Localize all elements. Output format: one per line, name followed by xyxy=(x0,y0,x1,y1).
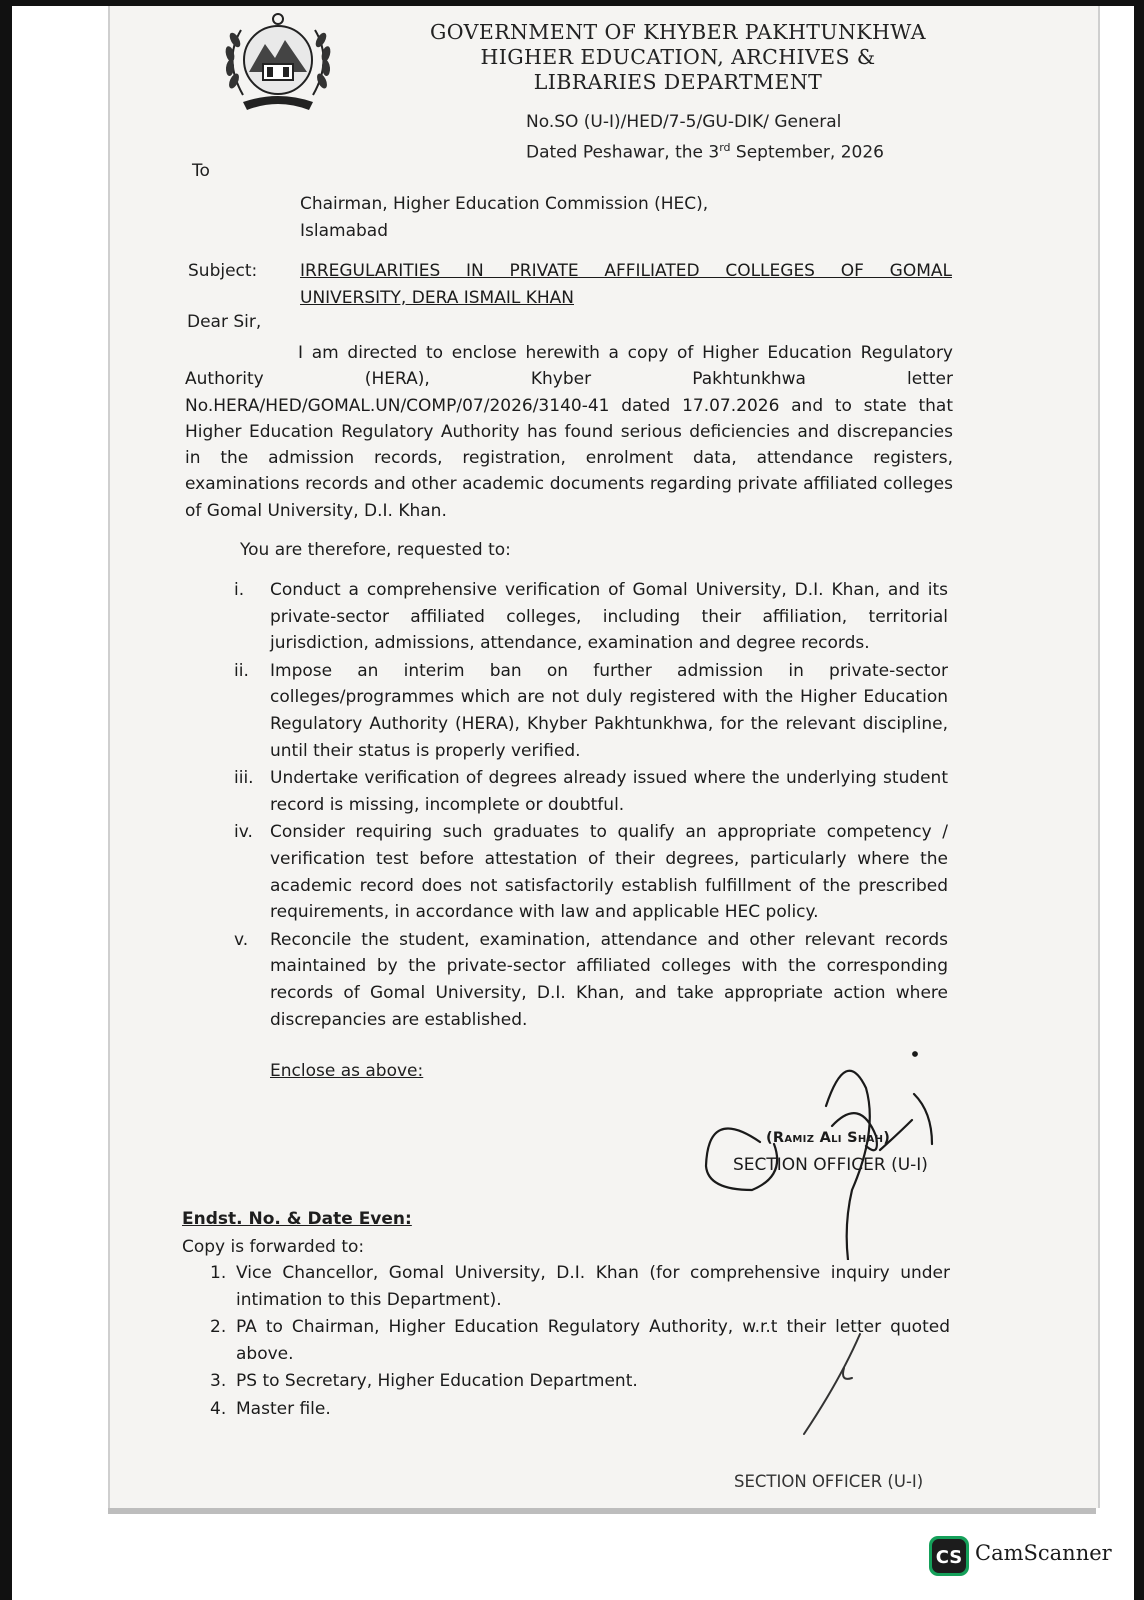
letterhead-line-3: LIBRARIES DEPARTMENT xyxy=(533,70,823,94)
to-label: To xyxy=(192,161,210,181)
endorsement-heading: Endst. No. & Date Even: xyxy=(182,1209,412,1229)
list-text: Undertake verification of degrees already issued where the underlying student record is missing, incomplete or doubtful. xyxy=(270,768,948,815)
subject-line-2: UNIVERSITY, DERA ISMAIL KHAN xyxy=(300,287,574,308)
reference-date xyxy=(526,135,884,166)
signatory-name: (Ramiz Ali Shah) xyxy=(766,1130,891,1146)
list-number: iv. xyxy=(234,822,253,843)
reference-number: No.SO (U-I)/HED/7-5/GU-DIK/ General xyxy=(526,112,842,132)
addressee-line-2: Islamabad xyxy=(300,220,388,241)
list-number: 1. xyxy=(210,1263,227,1283)
initials-signature xyxy=(800,1330,880,1440)
date-prefix: Dated Peshawar, the 3 xyxy=(526,142,720,163)
list-number: 2. xyxy=(210,1317,227,1337)
list-number: 3. xyxy=(210,1371,227,1391)
enclosure-note: Enclose as above: xyxy=(270,1061,424,1081)
camscanner-logo-text: CS xyxy=(935,1547,963,1568)
salutation: Dear Sir, xyxy=(187,312,262,332)
list-item xyxy=(234,927,948,1033)
body-line-1: I am directed to enclose herewith a copy of Higher Education Regulatory xyxy=(298,343,953,363)
list-text: PA to Chairman, Higher Education Regulatory Authority, w.r.t their letter quoted above. xyxy=(236,1317,950,1364)
body-rest: No.HERA/HED/GOMAL.UN/COMP/07/2026/3140-41 dated 17.07.2026 and to state that Higher Education Regulatory Authority has found serious deficiencies and discrepancies in the admission records, registration, enrolment data, attendance registers, examinations records and other academic documents regarding private affiliated colleges of Gomal University, D.I. Khan. xyxy=(185,395,953,521)
reference-block xyxy=(526,110,884,166)
body-paragraph xyxy=(185,340,953,524)
page-shadow xyxy=(108,1508,1096,1514)
list-item xyxy=(234,819,948,925)
addressee xyxy=(300,191,708,244)
body-line-2: Authority (HERA), Khyber Pakhtunkhwa letter xyxy=(185,369,953,390)
handwritten-signature xyxy=(700,1040,960,1260)
list-number: i. xyxy=(234,580,245,600)
camscanner-logo-icon xyxy=(929,1536,969,1576)
list-text: PS to Secretary, Higher Education Department. xyxy=(236,1371,638,1391)
scan-border-left xyxy=(0,0,12,1600)
addressee-line-1: Chairman, Higher Education Commission (HEC), xyxy=(300,194,709,214)
camscanner-watermark: CamScanner xyxy=(975,1541,1112,1565)
government-emblem-icon xyxy=(213,10,343,116)
request-intro: You are therefore, requested to: xyxy=(240,540,511,560)
endorsement-intro: Copy is forwarded to: xyxy=(182,1237,365,1257)
signatory-title: SECTION OFFICER (U-I) xyxy=(733,1155,928,1175)
endorsement-signoff: SECTION OFFICER (U-I) xyxy=(734,1472,924,1491)
subject-text xyxy=(300,258,952,311)
list-number: v. xyxy=(234,929,249,950)
request-list xyxy=(234,577,948,1034)
letterhead-line-1: GOVERNMENT OF KHYBER PAKHTUNKHWA xyxy=(430,20,926,44)
list-text: Reconcile the student, examination, attendance and other relevant records maintained by the private-sector affiliated colleges with the corresponding records of Gomal University, D.I. Khan, and take appropriate action where discrepancies are established. xyxy=(270,929,948,1030)
list-item xyxy=(234,577,948,657)
subject-label: Subject: xyxy=(188,261,258,281)
list-item xyxy=(234,765,948,818)
list-text: Impose an interim ban on further admission in private-sector colleges/programmes which are not duly registered with the Higher Education Regulatory Authority (HERA), Khyber Pakhtunkhwa, for the relevant discipline, until their status is properly verified. xyxy=(270,660,948,761)
list-item xyxy=(210,1260,950,1313)
letterhead xyxy=(428,20,928,95)
list-text: Vice Chancellor, Gomal University, D.I. Khan (for comprehensive inquiry under intimation to this Department). xyxy=(236,1263,950,1310)
list-text: Master file. xyxy=(236,1398,331,1419)
list-text: Consider requiring such graduates to qualify an appropriate competency / verification test before attestation of their degrees, particularly where the academic record does not satisfactorily establish fulfillment of the prescribed requirements, in accordance with law and applicable HEC policy. xyxy=(270,822,948,923)
list-number: iii. xyxy=(234,768,254,789)
letterhead-line-2: HIGHER EDUCATION, ARCHIVES & xyxy=(480,45,876,69)
date-suffix: September, 2026 xyxy=(730,142,884,163)
list-number: ii. xyxy=(234,660,249,681)
date-ordinal: rd xyxy=(719,141,731,154)
subject-line-1: IRREGULARITIES IN PRIVATE AFFILIATED COLLEGES OF GOMAL xyxy=(300,261,952,281)
list-text: Conduct a comprehensive verification of Gomal University, D.I. Khan, and its private-sector affiliated colleges, including their affiliation, territorial jurisdiction, admissions, attendance, examination and degree records. xyxy=(270,580,948,654)
list-number: 4. xyxy=(210,1398,227,1419)
list-item xyxy=(234,658,948,764)
scan-border-right xyxy=(1134,0,1144,1600)
